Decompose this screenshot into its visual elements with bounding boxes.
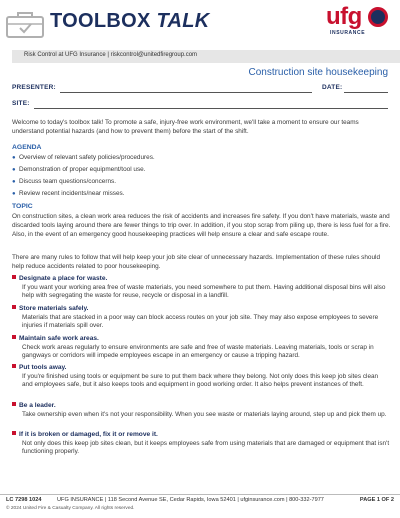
logo-subtext: INSURANCE [330, 30, 366, 36]
document-code: LC 7298 1024 [6, 497, 42, 503]
page-title: TOOLBOX TALK [50, 10, 210, 32]
bullet-icon: ● [12, 167, 16, 173]
talk-subject: Construction site housekeeping [248, 67, 388, 78]
intro-text: Welcome to today's toolbox talk! To promote a safe, injury-free work environment, we'll take a moment to ensure our teams understand potential hazards (and how to prevent them) before the start of the shift. [12, 119, 359, 136]
agenda-heading: AGENDA [12, 144, 42, 151]
bullet-square-icon [12, 275, 16, 279]
tip-title: Be a leader. [19, 402, 56, 409]
tip-item [12, 402, 390, 419]
header [0, 0, 400, 48]
tip-title: Designate a place for waste. [19, 275, 108, 282]
logo-text: ufg [326, 3, 362, 30]
tip-item [12, 431, 390, 457]
tip-item [12, 275, 390, 301]
agenda-item: ● Demonstration of proper equipment/tool use. [12, 166, 146, 173]
date-field[interactable] [344, 92, 388, 93]
bullet-square-icon [12, 364, 16, 368]
agenda-item: ● Review recent incidents/near misses. [12, 190, 125, 197]
toolbox-icon [5, 9, 45, 39]
ufg-logo [326, 4, 388, 40]
logo-mark-icon [368, 7, 388, 27]
tip-body: Materials that are stacked in a poor way can block access routes on your job site. They may also expose employees to severe injuries if materials spill over. [22, 313, 379, 330]
tip-body: Not only does this keep job sites clean, but it keeps employees safe from using materials that are damaged or equipment that isn't functioning properly. [22, 439, 390, 456]
bullet-icon: ● [12, 191, 16, 197]
copyright: © 2024 United Fire & Casualty Company. All rights reserved. [6, 506, 135, 511]
tip-item [12, 335, 390, 361]
footer-address: UFG INSURANCE | 118 Second Avenue SE, Cedar Rapids, Iowa 52401 | ufginsurance.com | 800-332-7977 [57, 497, 324, 503]
agenda-item: ● Overview of relevant safety policies/procedures. [12, 154, 155, 161]
tip-title: Maintain safe work areas. [19, 335, 99, 342]
site-field[interactable] [34, 108, 388, 109]
tip-body: If you want your working area free of waste materials, you need somewhere to put them. Having additional disposal bins will also help with segregating the waste for reuse, recycle or disposal in a landfill. [22, 283, 386, 300]
footer-divider [0, 494, 400, 495]
bullet-square-icon [12, 335, 16, 339]
tip-item [12, 364, 390, 390]
tip-body: Check work areas regularly to ensure environments are safe and free of waste materials. Leaving materials, tools or scrap in gangways or corridors will impede employees escape in an emergency or cause a tripping hazard. [22, 343, 374, 360]
tip-title: If it is broken or damaged, fix it or remove it. [19, 431, 158, 438]
topic-heading: TOPIC [12, 203, 33, 210]
page-number: PAGE 1 OF 2 [359, 497, 394, 503]
agenda-item: ● Discuss team questions/concerns. [12, 178, 116, 185]
topic-paragraph-1: On construction sites, a clean work area reduces the risk of accidents and increases fire safety. If you don't have materials, waste and discarded tools laying around there are fewer things to trip over. In addition, if you stop scrap from piling up, there is less fuel for a fire. Also, in the event of an emergency good housekeeping practices will help ensure a clear and safe escape route. [12, 213, 391, 239]
topic-paragraph-2: There are many rules to follow that will help keep your job site clear of unnecessary hazards. Implementation of these rules should help reduce accidents related to poor housekeeping. [12, 254, 381, 271]
presenter-field[interactable] [60, 92, 312, 93]
tip-body: If you're finished using tools or equipment be sure to put them back where they belong. Not only does this keep job sites clean and employees safe, but it also keeps tools and equipment in good working order. It also helps prevent instances of theft. [22, 372, 379, 389]
tip-item [12, 305, 390, 331]
bullet-icon: ● [12, 155, 16, 161]
presenter-label: PRESENTER: [12, 84, 56, 91]
bullet-square-icon [12, 305, 16, 309]
tip-title: Put tools away. [19, 364, 67, 371]
tip-body: Take ownership even when it's not your responsibility. When you see waste or materials laying around, step up and pick them up. [22, 410, 387, 418]
bullet-square-icon [12, 402, 16, 406]
date-label: DATE: [322, 84, 343, 91]
site-label: SITE: [12, 100, 30, 107]
tip-title: Store materials safely. [19, 305, 89, 312]
bullet-icon: ● [12, 179, 16, 185]
contact-info: Risk Control at UFG Insurance | riskcontrol@unitedfiregroup.com [24, 52, 198, 58]
footer [6, 497, 394, 503]
bullet-square-icon [12, 431, 16, 435]
